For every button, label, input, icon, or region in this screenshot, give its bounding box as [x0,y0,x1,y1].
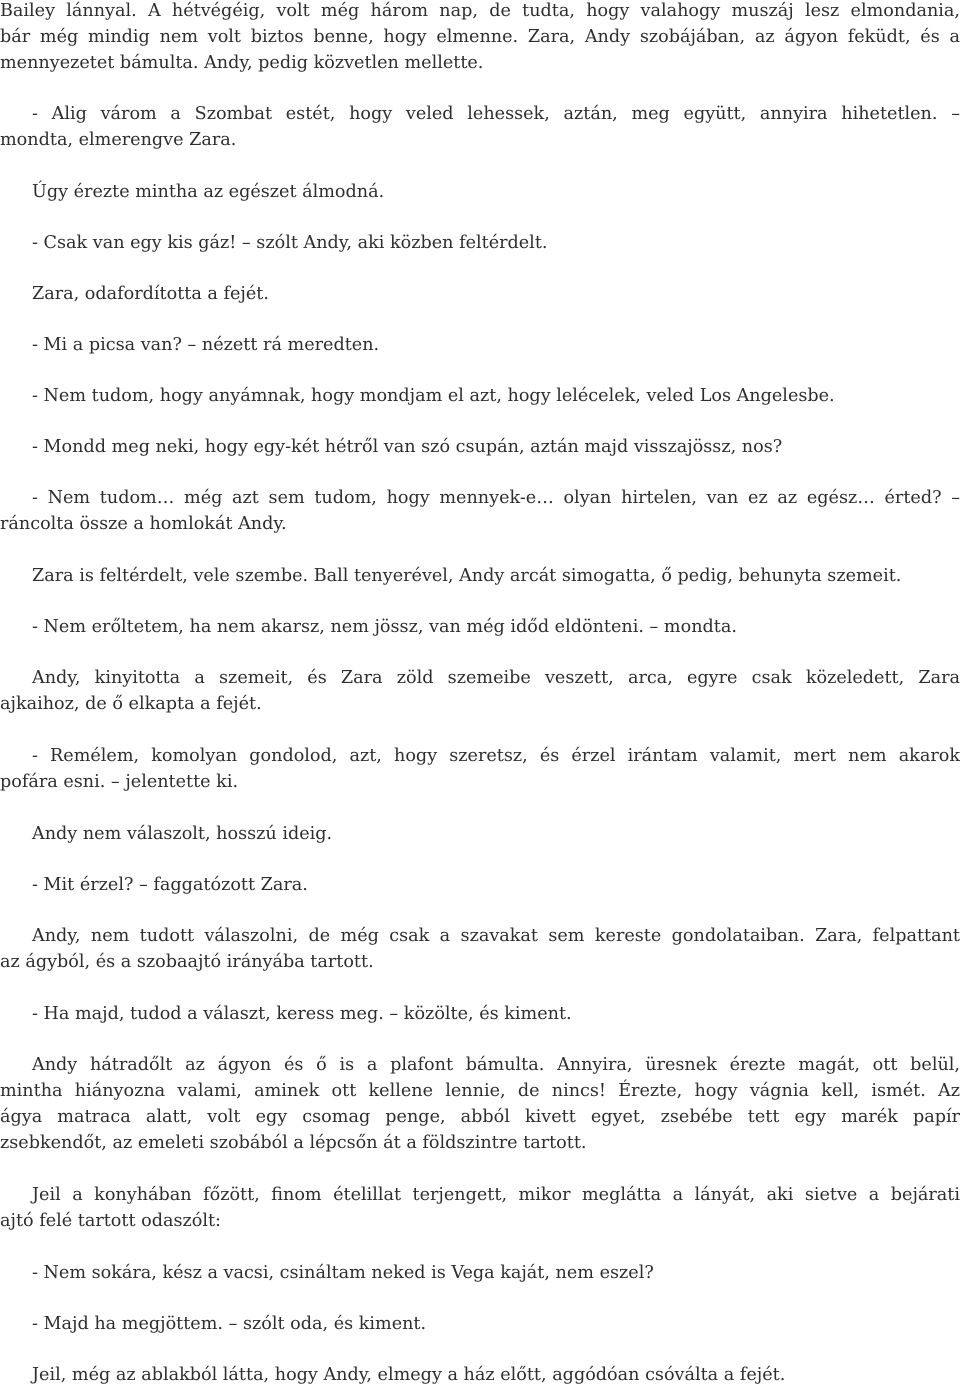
paragraph [0,1362,960,1388]
paragraph-line: pofára esni. – jelentette ki. [0,772,239,792]
paragraph-line: - Alig várom a Szombat estét, hogy veled lehessek, aztán, meg együtt, annyira hihetetlen. – [32,104,960,124]
paragraph [0,332,960,358]
paragraph [0,179,960,205]
paragraph-line: - Mondd meg neki, hogy egy-két hétről van szó csupán, aztán majd visszajössz, nos? [32,437,783,457]
paragraph [0,563,960,589]
paragraph-line: zsebkendőt, az emeleti szobából a lépcsőn át a földszintre tartott. [0,1133,587,1153]
paragraph [0,743,960,795]
paragraph-line: Zara, odafordította a fejét. [32,284,269,304]
paragraph-line: mintha hiányozna valami, aminek ott kellene lennie, de nincs! Érezte, hogy vágnia kell, ismét. Az [0,1081,960,1101]
paragraph-line: Zara is feltérdelt, vele szembe. Ball tenyerével, Andy arcát simogatta, ő pedig, behunyta szemeit. [32,566,902,586]
paragraph-line: Andy, kinyitotta a szemeit, és Zara zöld szemeibe veszett, arca, egyre csak közeledett, Zara [32,668,960,688]
paragraph [0,872,960,898]
paragraph-line: - Mi a picsa van? – nézett rá meredten. [32,335,380,355]
paragraph-line: - Ha majd, tudod a választ, keress meg. – közölte, és kiment. [32,1004,572,1024]
paragraph-line: ráncolta össze a homlokát Andy. [0,514,287,534]
paragraph [0,485,960,537]
paragraph-line: bár még mindig nem volt biztos benne, hogy elmenne. Zara, Andy szobájában, az ágyon feküdt, és a [0,27,960,47]
paragraph-line: az ágyból, és a szobaajtó irányába tartott. [0,952,374,972]
paragraph [0,230,960,256]
paragraph [0,821,960,847]
paragraph-line: Bailey lánnyal. A hétvégéig, volt még három nap, de tudta, hogy valahogy muszáj lesz elmondania, [0,1,960,21]
paragraph [0,281,960,307]
paragraph-line: Jeil, még az ablakból látta, hogy Andy, elmegy a ház előtt, aggódóan csóválta a fejét. [32,1365,786,1385]
paragraph [0,1001,960,1027]
paragraph [0,614,960,640]
paragraph-line: - Remélem, komolyan gondolod, azt, hogy szeretsz, és érzel irántam valamit, mert nem akarok [32,746,960,766]
paragraph [0,0,960,76]
paragraph-line: - Mit érzel? – faggatózott Zara. [32,875,308,895]
paragraph-line: - Nem tudom, hogy anyámnak, hogy mondjam el azt, hogy lelécelek, veled Los Angelesbe. [32,386,835,406]
paragraph-line: - Nem sokára, kész a vacsi, csináltam neked is Vega kaját, nem eszel? [32,1263,654,1283]
paragraph-line: Jeil a konyhában főzött, finom ételillat terjengett, mikor meglátta a lányát, aki sietve a bejárati [32,1185,960,1205]
paragraph-line: ajtó felé tartott odaszólt: [0,1211,221,1231]
paragraph [0,665,960,717]
paragraph-line: mennyezetet bámulta. Andy, pedig közvetlen mellette. [0,53,484,73]
paragraph-line: ágya matraca alatt, volt egy csomag penge, abból kivett egyet, zsebébe tett egy marék papír [0,1107,960,1127]
paragraph-line: Úgy érezte mintha az egészet álmodná. [32,182,385,202]
paragraph-line: - Csak van egy kis gáz! – szólt Andy, aki közben feltérdelt. [32,233,548,253]
paragraph-line: mondta, elmerengve Zara. [0,130,237,150]
paragraph-line: Andy hátradőlt az ágyon és ő is a plafont bámulta. Annyira, üresnek érezte magát, ott belül, [32,1055,960,1075]
paragraph-line: Andy nem válaszolt, hosszú ideig. [32,824,333,844]
paragraph [0,1260,960,1286]
paragraph [0,923,960,975]
paragraph [0,1182,960,1234]
paragraph-line: Andy, nem tudott válaszolni, de még csak a szavakat sem kereste gondolataiban. Zara, felpattant [32,926,960,946]
paragraph-line: - Nem tudom… még azt sem tudom, hogy mennyek-e… olyan hirtelen, van ez az egész… érted? – [32,488,960,508]
paragraph [0,1311,960,1337]
paragraph-line: ajkaihoz, de ő elkapta a fejét. [0,694,262,714]
paragraph [0,101,960,153]
paragraph-line: - Majd ha megjöttem. – szólt oda, és kiment. [32,1314,427,1334]
paragraph [0,383,960,409]
paragraph [0,434,960,460]
paragraph [0,1052,960,1156]
paragraph-line: - Nem erőltetem, ha nem akarsz, nem jössz, van még időd eldönteni. – mondta. [32,617,737,637]
